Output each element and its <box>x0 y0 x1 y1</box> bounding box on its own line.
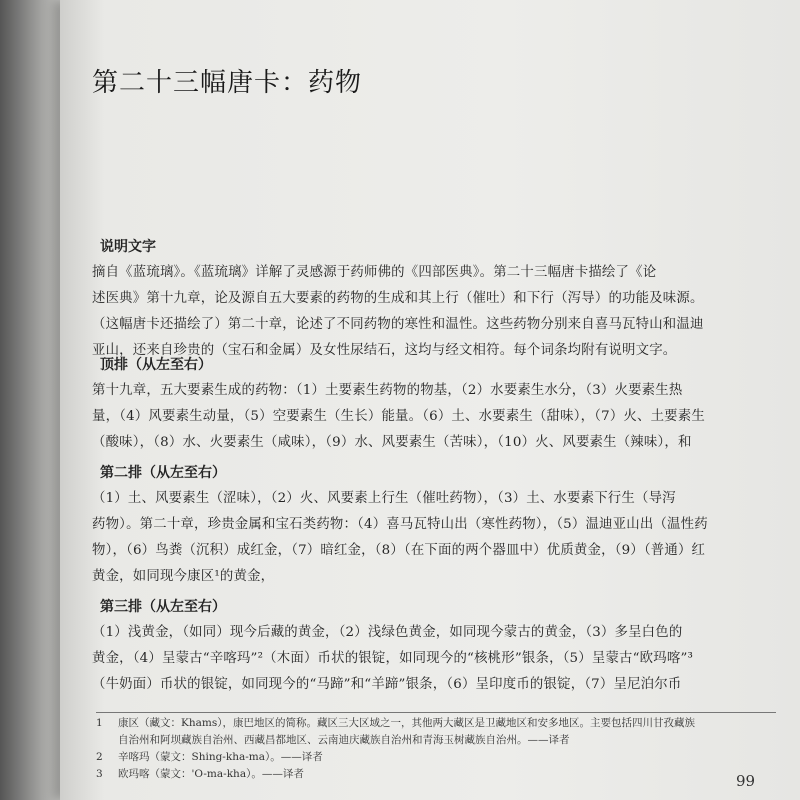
text-line: 第十九章，五大要素生成的药物：（1）土要素生药物的物基，（2）水要素生水分，（3）火要素生热 <box>92 383 683 398</box>
section-caption-text <box>92 236 782 364</box>
text-line: 物），（6）鸟粪（沉积）成红金，（7）暗红金，（8）（在下面的两个器皿中）优质黄金，（9）（普通）红 <box>92 543 706 558</box>
text-line: 黄金，如同现今康区¹的黄金， <box>92 569 275 584</box>
footnote-continuation <box>96 732 776 749</box>
book-page <box>60 0 800 800</box>
footnote-text: 辛喀玛（蒙文：Shing-kha-ma）。——译者 <box>118 751 323 763</box>
text-line: （牛奶面）币状的银锭，如同现今的“马蹄”和“羊蹄”银条，（6）呈印度币的银锭，（7）呈尼泊尔币 <box>92 677 682 692</box>
text-line: 量，（4）风要素生动量，（5）空要素生（生长）能量。（6）土、水要素生（甜味），（7）火、土要素生 <box>92 409 705 424</box>
footnote-text: 自治州和阿坝藏族自治州、西藏昌都地区、云南迪庆藏族自治州和青海玉树藏族自治州。——译者 <box>118 734 570 746</box>
text-line: 摘自《蓝琉璃》。《蓝琉璃》详解了灵感源于药师佛的《四部医典》。第二十三幅唐卡描绘了《论 <box>92 265 657 280</box>
section-body <box>92 260 782 364</box>
section-third-row <box>92 596 782 698</box>
section-body <box>92 620 782 698</box>
text-line: 药物）。第二十章，珍贵金属和宝石类药物：（4）喜马瓦特山出（寒性药物），（5）温迪亚山出（温性药 <box>92 517 708 532</box>
section-heading: 说明文字 <box>100 239 156 255</box>
footnote-text: 康区（藏文：Khams），康巴地区的简称。藏区三大区域之一，其他两大藏区是卫藏地区和安多地区。主要包括四川甘孜藏族 <box>118 717 695 729</box>
text-line: （1）浅黄金，（如同）现今后藏的黄金，（2）浅绿色黄金，如同现今蒙古的黄金，（3）多呈白色的 <box>92 625 683 640</box>
footnote-number: 1 <box>96 717 103 729</box>
footnote <box>96 715 776 732</box>
section-heading: 第二排（从左至右） <box>100 465 226 481</box>
text-line: 亚山，还来自珍贵的（宝石和金属）及女性尿结石，这均与经文相符。每个词条均附有说明文字。 <box>92 343 677 358</box>
footnote-number: 3 <box>96 768 103 780</box>
book-gutter-shadow <box>0 0 60 800</box>
footnotes <box>96 712 776 783</box>
footnote <box>96 749 776 766</box>
text-line: 述医典》第十九章，论及源自五大要素的药物的生成和其上行（催吐）和下行（泻导）的功能及味源。 <box>92 291 704 306</box>
section-top-row <box>92 354 782 456</box>
section-body <box>92 378 782 456</box>
section-heading: 顶排（从左至右） <box>100 357 212 373</box>
footnote-text: 欧玛喀（蒙文：'O-ma-kha）。——译者 <box>118 768 304 780</box>
page-number: 99 <box>736 772 756 790</box>
text-line: 黄金，（4）呈蒙古“辛喀玛”²（木面）币状的银锭，如同现今的“核桃形”银条，（5）呈蒙古“欧玛喀”³ <box>92 651 694 666</box>
title-block <box>92 62 782 99</box>
footnote <box>96 766 776 783</box>
page-title: 第二十三幅唐卡：药物 <box>92 68 363 98</box>
text-line: （这幅唐卡还描绘了）第二十章，论述了不同药物的寒性和温性。这些药物分别来自喜马瓦特山和温迪 <box>92 317 704 332</box>
section-body <box>92 486 782 590</box>
footnote-number: 2 <box>96 751 103 763</box>
text-line: （酸味），（8）水、火要素生（咸味），（9）水、风要素生（苦味），（10）火、风要素生（辣味），和 <box>92 435 692 450</box>
section-heading: 第三排（从左至右） <box>100 599 226 615</box>
text-line: （1）土、风要素生（涩味），（2）火、风要素上行生（催吐药物），（3）土、水要素下行生（导泻 <box>92 491 676 506</box>
section-second-row <box>92 462 782 590</box>
